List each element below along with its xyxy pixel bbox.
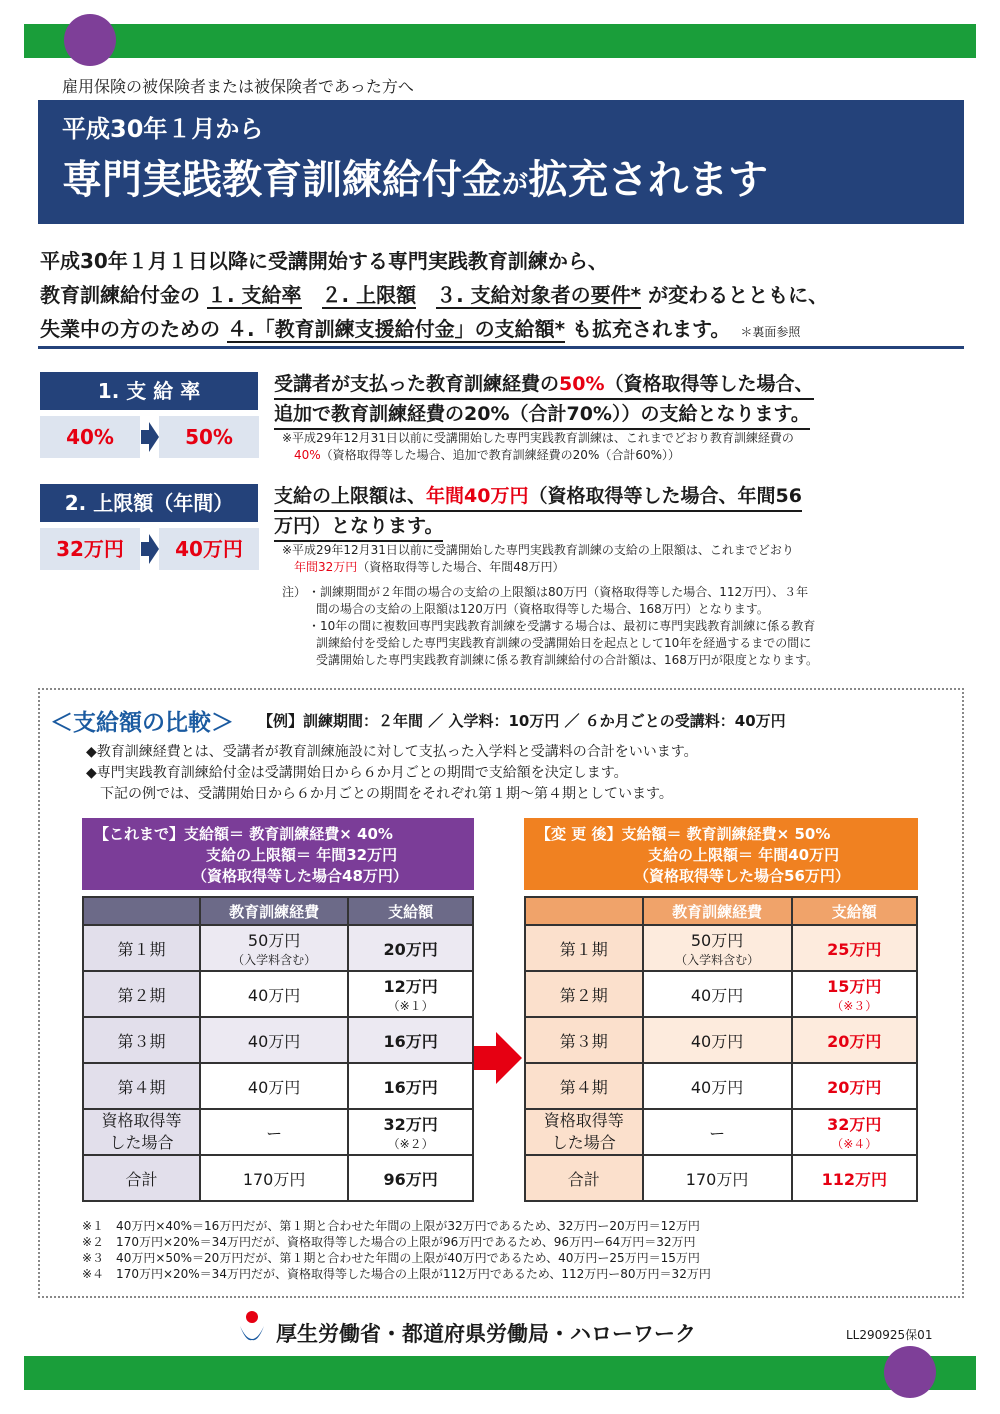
title-part-c: 拡充されます [528, 157, 769, 203]
old-h3: （資格取得等した場合48万円） [192, 867, 408, 885]
cost-value: 50万円 [247, 931, 301, 950]
s2-note-line2 [282, 559, 962, 576]
old-table [82, 896, 474, 1202]
row-amount [348, 925, 473, 971]
s2-mc: （資格取得等した場合、年間56 [528, 485, 802, 507]
s2-to: 40万円 [159, 528, 259, 570]
cost-value: 50万円 [690, 931, 744, 950]
amount-value: 112万円 [821, 1169, 887, 1189]
row-amount [348, 971, 473, 1017]
cost-value: 40万円 [690, 1031, 744, 1051]
s1-title: 1. 支 給 率 [40, 372, 258, 410]
intro-l2e: が変わるとともに、 [648, 283, 829, 307]
amount-value: 32万円 [827, 1115, 882, 1134]
s2-from: 32万円 [40, 528, 140, 570]
s2-main-l1 [274, 482, 802, 512]
intro-item2: ２. 上限額 [321, 283, 417, 307]
s1-ma: 受講者が支払った教育訓練経費の [274, 373, 560, 395]
row-cost [200, 1063, 348, 1109]
top-green-band [24, 24, 976, 58]
row-cost [200, 1109, 348, 1155]
cmp-b1: ◆教育訓練経費とは、受講者が教育訓練施設に対して支払った入学料と受講料の合計をいいます。 [86, 744, 698, 760]
intro-l2a: 教育訓練給付金の [40, 283, 200, 307]
s2-ma: 支給の上限額は、 [274, 485, 427, 507]
cmp-b2: ◆専門実践教育訓練給付金は受講開始日から６か月ごとの期間で支給額を決定します。 [86, 765, 628, 781]
row-cost [643, 1063, 792, 1109]
intro-l3a: 失業中の方のための [40, 317, 220, 341]
row-label: 第１期 [83, 925, 200, 971]
s1-mb: 50% [559, 373, 605, 395]
row-label: 資格取得等した場合 [83, 1109, 200, 1155]
s2-notes-label: 注） [282, 585, 307, 599]
s2-main [274, 482, 964, 542]
top-purple-circle [64, 14, 116, 66]
s2-n1: ・訓練期間が２年間の場合の支給の上限額は80万円（資格取得等した場合、112万円）、３年 [308, 585, 809, 599]
row-amount [348, 1155, 473, 1201]
intro-backnote: ＊裏面参照 [740, 325, 801, 339]
s2-main-l2: 万円）となります。 [274, 512, 443, 542]
title-part-b: が [502, 170, 529, 200]
table-header-cost: 教育訓練経費 [643, 897, 792, 925]
intro-line2 [40, 278, 970, 312]
row-amount [792, 1017, 917, 1063]
row-label: 第４期 [83, 1063, 200, 1109]
row-cost [643, 925, 792, 971]
row-cost [200, 971, 348, 1017]
table-header-cost: 教育訓練経費 [200, 897, 348, 925]
s1-main-l2: 追加で教育訓練経費の20%（合計70%））の支給となります。 [274, 400, 810, 430]
fn1: ※１ 40万円×40%＝16万円だが、第１期と合わせた年間の上限が32万円であるため、32万円ー20万円＝12万円 [82, 1219, 700, 1233]
row-label: 第２期 [83, 971, 200, 1017]
cost-value: 40万円 [690, 1077, 744, 1097]
cmp-title: ＜支給額の比較＞ [50, 710, 234, 736]
row-amount [792, 971, 917, 1017]
cost-value: ー [266, 1123, 283, 1143]
row-label: 第１期 [525, 925, 643, 971]
s2-note-a: ※平成29年12月31日以前に受講開始した専門実践教育訓練の支給の上限額は、これまでどおり [282, 543, 794, 557]
s1-note-line2 [282, 447, 962, 464]
s2-n5: 受講開始した専門実践教育訓練に係る教育訓練給付の合計額は、168万円が限度となります。 [316, 653, 818, 667]
table-row [83, 1109, 473, 1155]
new-h3: （資格取得等した場合56万円） [634, 867, 850, 885]
row-cost [643, 1155, 792, 1201]
table-row [83, 1155, 473, 1201]
table-header-blank [525, 897, 643, 925]
bottom-green-band [24, 1356, 976, 1390]
row-label: 第２期 [525, 971, 643, 1017]
table-row [525, 925, 917, 971]
old-h1: 【これまで】支給額＝ 教育訓練経費× 40% [94, 825, 393, 843]
table-row [83, 1063, 473, 1109]
s1-from: 40% [40, 416, 140, 458]
intro-item1: １. 支給率 [206, 283, 302, 307]
cost-value: 40万円 [247, 1077, 301, 1097]
title-part-a: 専門実践教育訓練給付金 [62, 157, 502, 203]
row-cost [643, 1017, 792, 1063]
row-label: 合計 [83, 1155, 200, 1201]
s1-main-l1 [274, 370, 814, 400]
table-row [83, 971, 473, 1017]
cost-sub: （入学料含む） [675, 953, 760, 967]
divider [38, 346, 964, 349]
intro-item4: ４.「教育訓練支援給付金」の支給額* [226, 317, 566, 341]
row-amount [792, 1063, 917, 1109]
cmp-b3: 下記の例では、受講開始日から６か月ごとの期間をそれぞれ第１期〜第４期としています。 [100, 786, 673, 802]
s2-note-c: （資格取得等した場合、年間48万円） [357, 560, 565, 574]
cost-value: 40万円 [690, 985, 744, 1005]
new-h1: 【変 更 後】支給額＝ 教育訓練経費× 50% [536, 825, 831, 843]
row-amount [348, 1017, 473, 1063]
footer-code: LL290925保01 [846, 1328, 933, 1342]
amount-value: 15万円 [827, 977, 882, 996]
s2-n2: 間の場合の支給の上限額は120万円（資格取得等した場合、168万円）となります。 [316, 602, 769, 616]
title-date: 平成30年１月から [62, 115, 264, 143]
s1-note-a: ※平成29年12月31日以前に受講開始した専門実践教育訓練は、これまでどおり教育訓練経費の [282, 431, 794, 445]
amount-sub: （※３） [831, 999, 878, 1013]
cost-value: 170万円 [242, 1169, 306, 1189]
amount-value: 96万円 [383, 1169, 438, 1189]
table-header-amount: 支給額 [348, 897, 473, 925]
row-label: 資格取得等した場合 [525, 1109, 643, 1155]
amount-value: 20万円 [827, 1031, 882, 1051]
table-header-amount: 支給額 [792, 897, 917, 925]
intro-line1: 平成30年１月１日以降に受講開始する専門実践教育訓練から、 [40, 249, 608, 273]
s2-mb: 年間40万円 [426, 485, 529, 507]
table-row [525, 1109, 917, 1155]
row-amount [348, 1063, 473, 1109]
row-amount [792, 1109, 917, 1155]
arrow-right-icon [141, 528, 159, 570]
new-table [524, 896, 918, 1202]
amount-value: 25万円 [827, 939, 882, 959]
row-cost [200, 925, 348, 971]
intro-line3 [40, 312, 970, 349]
fn3: ※３ 40万円×50%＝20万円だが、第１期と合わせた年間の上限が40万円であるため、40万円ー25万円＝15万円 [82, 1251, 700, 1265]
cost-sub: （入学料含む） [232, 953, 317, 967]
intro-text [40, 244, 970, 349]
s2-note-b: 年間32万円 [294, 560, 358, 574]
s1-note [282, 430, 962, 464]
title-banner [38, 100, 964, 224]
s1-to: 50% [159, 416, 259, 458]
amount-sub: （※４） [831, 1137, 878, 1151]
amount-sub: （※１） [387, 999, 434, 1013]
cost-value: 40万円 [247, 1031, 301, 1051]
table-header-blank [83, 897, 200, 925]
new-header [524, 818, 918, 890]
amount-sub: （※２） [387, 1137, 434, 1151]
amount-value: 20万円 [827, 1077, 882, 1097]
arrow-right-icon [472, 1030, 524, 1086]
row-cost [200, 1155, 348, 1201]
cost-value: ー [709, 1123, 726, 1143]
arrow-right-icon [141, 416, 159, 458]
amount-value: 12万円 [383, 977, 438, 996]
mhlw-logo-icon [236, 1310, 268, 1348]
cost-value: 40万円 [247, 985, 301, 1005]
table-row [525, 1017, 917, 1063]
row-cost [200, 1017, 348, 1063]
s2-n4: 訓練給付を受給した専門実践教育訓練の受講開始日を起点として10年を経過するまでの間に [316, 636, 812, 650]
s2-n3: ・10年の間に複数回専門実践教育訓練を受講する場合は、最初に専門実践教育訓練に係る教育 [308, 619, 816, 633]
audience-note: 雇用保険の被保険者または被保険者であった方へ [62, 77, 414, 96]
table-row [525, 1063, 917, 1109]
row-amount [792, 1155, 917, 1201]
s2-title: 2. 上限額（年間） [40, 484, 258, 522]
row-label: 合計 [525, 1155, 643, 1201]
row-label: 第３期 [83, 1017, 200, 1063]
s1-note-b: 40% [294, 448, 321, 462]
old-header [82, 818, 474, 890]
row-cost [643, 971, 792, 1017]
amount-value: 32万円 [383, 1115, 438, 1134]
fn4: ※４ 170万円×20%＝34万円だが、資格取得等した場合の上限が112万円であるため、112万円ー80万円＝32万円 [82, 1267, 711, 1281]
s2-note [282, 542, 962, 576]
fn2: ※２ 170万円×20%＝34万円だが、資格取得等した場合の上限が96万円であるため、96万円ー64万円＝32万円 [82, 1235, 696, 1249]
row-cost [643, 1109, 792, 1155]
cmp-example: 【例】訓練期間：２年間 ／ 入学料：10万円 ／ ６か月ごとの受講料：40万円 [258, 712, 786, 730]
amount-value: 16万円 [383, 1077, 438, 1097]
intro-l3c: も拡充されます。 [572, 317, 721, 341]
table-row [525, 971, 917, 1017]
cmp-bullets [86, 742, 698, 805]
row-label: 第４期 [525, 1063, 643, 1109]
bottom-purple-circle [884, 1346, 936, 1398]
s1-main [274, 370, 964, 430]
page-title [62, 152, 940, 213]
s1-mc: （資格取得等した場合、 [604, 373, 814, 395]
amount-value: 20万円 [383, 939, 438, 959]
old-h2: 支給の上限額＝ 年間32万円 [206, 846, 398, 864]
s2-notes [308, 584, 964, 669]
row-amount [348, 1109, 473, 1155]
amount-value: 16万円 [383, 1031, 438, 1051]
table-row [83, 1017, 473, 1063]
cost-value: 170万円 [685, 1169, 749, 1189]
footer-org: 厚生労働省・都道府県労働局・ハローワーク [276, 1322, 696, 1346]
new-h2: 支給の上限額＝ 年間40万円 [648, 846, 840, 864]
intro-item3: ３. 支給対象者の要件* [436, 283, 642, 307]
s1-note-c: （資格取得等した場合、追加で教育訓練経費の20%（合計60%）） [320, 448, 681, 462]
table-row [525, 1155, 917, 1201]
table-row [83, 925, 473, 971]
footnotes [82, 1218, 711, 1282]
row-label: 第３期 [525, 1017, 643, 1063]
row-amount [792, 925, 917, 971]
